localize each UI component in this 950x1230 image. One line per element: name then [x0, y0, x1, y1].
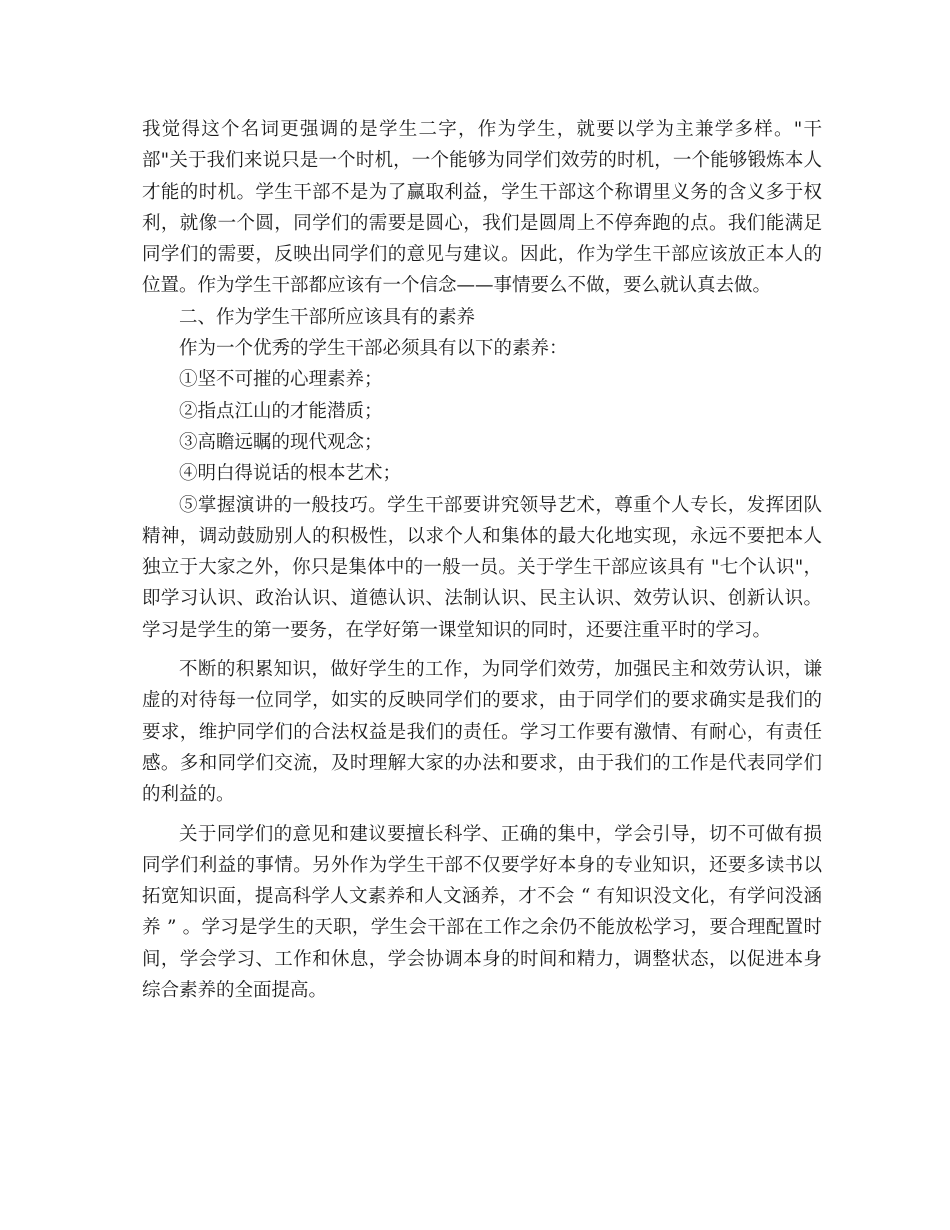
paragraph-suggestions: 关于同学们的意见和建议要擅长科学、正确的集中，学会引导，切不可做有损同学们利益的事情。另外作为学生干部不仅要学好本身的专业知识，还要多读书以拓宽知识面，提高科学人文素养和人文涵养，才不会 “ 有知识没文化，有学问没涵养 ” 。学习是学生的天职，学生会干部在工作之余仍不能放松学习，要合理配置时间，学会学习、工作和休息，学会协调本身的时间和精力，调整状态，以促进本身综合素养的全面提高。 — [142, 823, 822, 1002]
list-item-2: ②指点江山的才能潜质； — [179, 400, 383, 422]
paragraph-intro: 我觉得这个名词更强调的是学生二字，作为学生，就要以学为主兼学多样。"干部"关于我们来说只是一个时机，一个能够为同学们效劳的时机，一个能够锻炼本人才能的时机。学生干部不是为了赢取利益，学生干部这个称谓里义务的含义多于权利，就像一个圆，同学们的需要是圆心，我们是圆周上不停奔跑的点。我们能满足同学们的需要，反映出同学们的意见与建议。因此，作为学生干部应该放正本人的位置。作为学生干部都应该有一个信念——事情要么不做，要么就认真去做。 — [142, 119, 822, 297]
section-heading: 二、作为学生干部所应该具有的素养 — [179, 306, 476, 328]
document-body — [142, 114, 822, 1006]
list-item-3: ③高瞻远瞩的现代观念； — [179, 431, 383, 453]
paragraph-service: 不断的积累知识，做好学生的工作，为同学们效劳，加强民主和效劳认识，谦虚的对待每一位同学，如实的反映同学们的要求，由于同学们的要求确实是我们的要求，维护同学们的合法权益是我们的责任。学习工作要有激情、有耐心，有责任感。多和同学们交流，及时理解大家的办法和要求，由于我们的工作是代表同学们的利益的。 — [142, 659, 822, 806]
paragraph-qualities-intro: 作为一个优秀的学生干部必须具有以下的素养： — [179, 338, 568, 360]
list-item-1: ①坚不可摧的心理素养； — [179, 369, 383, 391]
list-item-5: ⑤掌握演讲的一般技巧。学生干部要讲究领导艺术，尊重个人专长，发挥团队精神，调动鼓励别人的积极性，以求个人和集体的最大化地实现，永远不要把本人独立于大家之外，你只是集体中的一般一员。关于学生干部应该具有 "七个认识"，即学习认识、政治认识、道德认识、法制认识、民主认识、效劳认识、创新认识。学习是学生的第一要务，在学好第一课堂知识的同时，还要注重平时的学习。 — [142, 494, 822, 641]
list-item-4: ④明白得说话的根本艺术； — [179, 463, 402, 485]
